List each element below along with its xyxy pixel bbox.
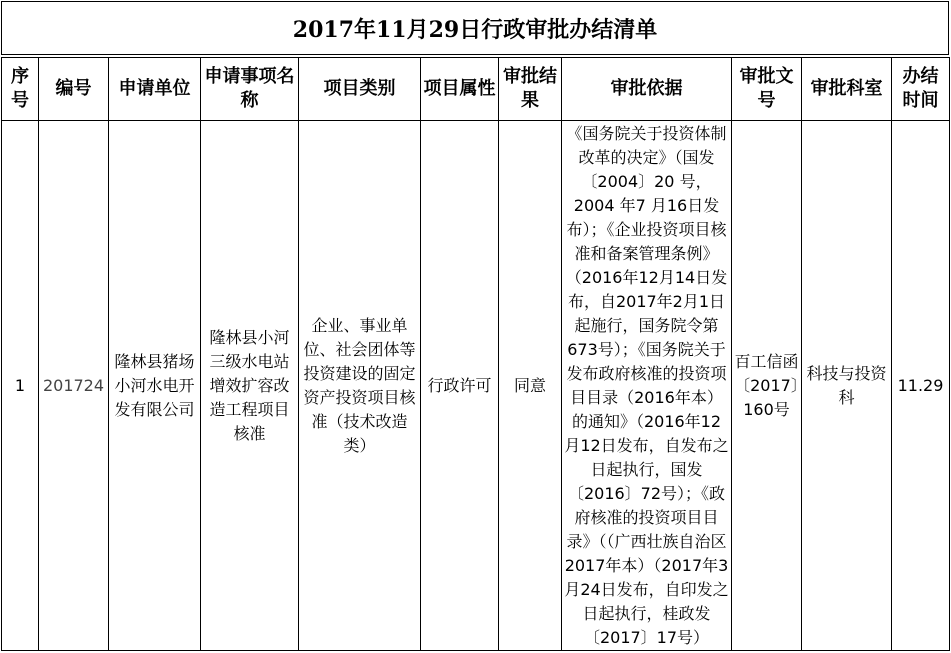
header-attribute: 项目属性	[421, 58, 499, 121]
cell-applicant: 隆林县猪场小河水电开发有限公司	[109, 121, 201, 651]
cell-result: 同意	[499, 121, 562, 651]
header-department: 审批科室	[802, 58, 892, 121]
cell-code: 201724	[39, 121, 109, 651]
header-seq: 序号	[2, 58, 39, 121]
table-row	[2, 121, 950, 651]
header-result: 审批结果	[499, 58, 562, 121]
cell-item-name: 隆林县小河三级水电站增效扩容改造工程项目核准	[201, 121, 299, 651]
header-date: 办结时间	[892, 58, 950, 121]
header-item-name: 申请事项名称	[201, 58, 299, 121]
cell-department: 科技与投资科	[802, 121, 892, 651]
cell-category: 企业、事业单位、社会团体等投资建设的固定资产投资项目核准（技术改造类）	[299, 121, 421, 651]
cell-date: 11.29	[892, 121, 950, 651]
header-category: 项目类别	[299, 58, 421, 121]
cell-doc-no: 百工信函〔2017〕160号	[732, 121, 802, 651]
header-code: 编号	[39, 58, 109, 121]
approval-table	[1, 57, 950, 651]
header-basis: 审批依据	[562, 58, 732, 121]
cell-basis: 《国务院关于投资体制改革的决定》（国发〔2004〕20 号，2004 年7 月16日发布）；《企业投资项目核准和备案管理条例》（2016年12月14日发布，自2017年2月1日起施行，国务院令第673号）；《国务院关于发布政府核准的投资项目目录（2016年本）的通知》（2016年12月12日发布，自发布之日起执行，国发〔2016〕72号）；《政府核准的投资项目目录》（（广西壮族自治区2017年本）（2017年3月24日发布，自印发之日起执行，桂政发〔2017〕17号）	[562, 121, 732, 651]
table-header-row	[2, 58, 950, 121]
cell-attribute: 行政许可	[421, 121, 499, 651]
header-doc-no: 审批文号	[732, 58, 802, 121]
cell-seq: 1	[2, 121, 39, 651]
header-applicant: 申请单位	[109, 58, 201, 121]
page-title: 2017年11月29日行政审批办结清单	[1, 1, 949, 55]
